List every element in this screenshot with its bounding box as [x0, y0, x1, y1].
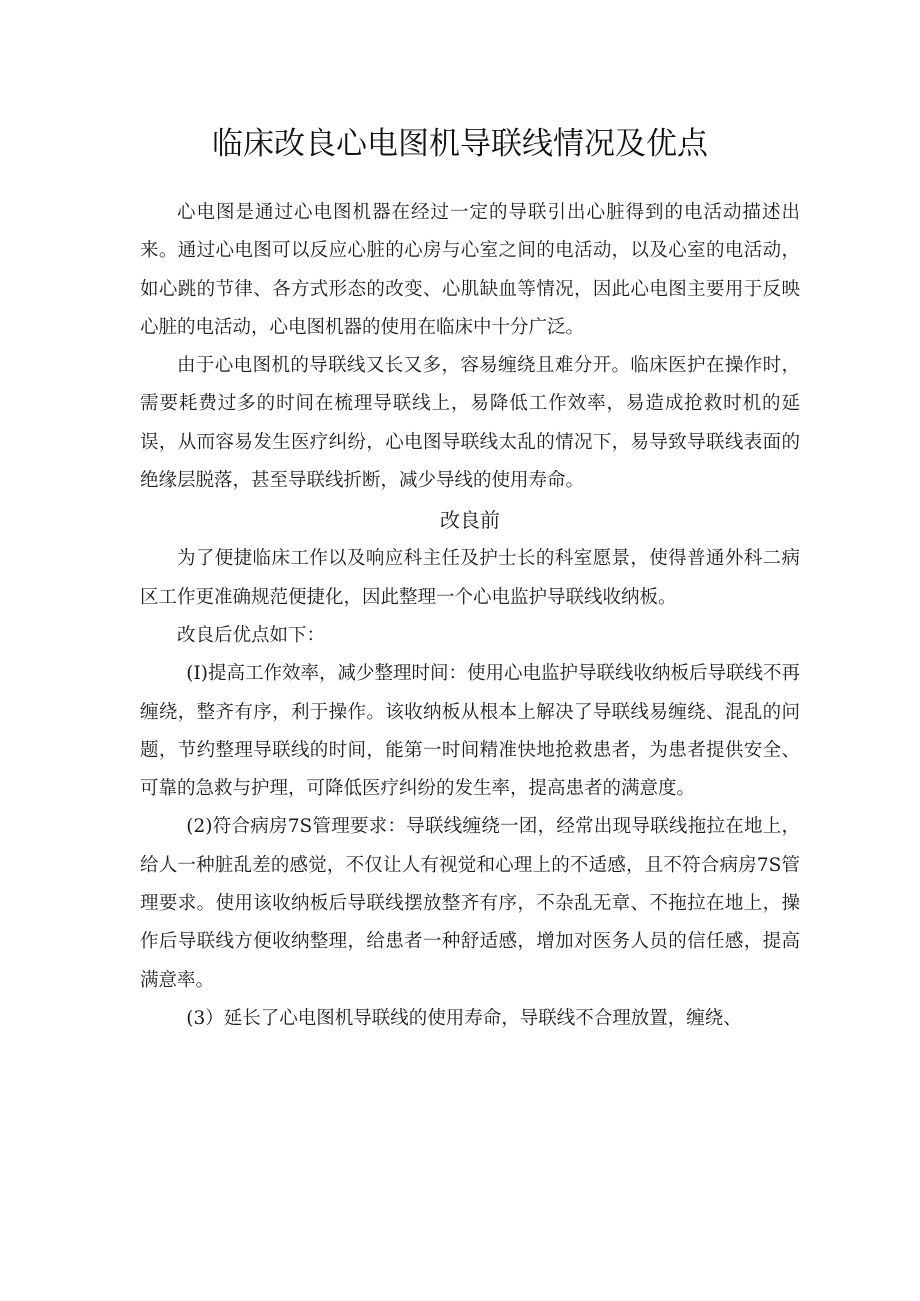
motivation-paragraph: 为了便捷临床工作以及响应科主任及护士长的科室愿景，使得普通外科二病区工作更准确规范便捷化，因此整理一个心电监护导联线收纳板。 — [140, 548, 800, 608]
document-body — [140, 194, 800, 1038]
advantage-item-1: (I)提高工作效率，减少整理时间：使用心电监护导联线收纳板后导联线不再缠绕，整齐有序，利于操作。该收纳板从根本上解决了导联线易缠绕、混乱的问题，节约整理导联线的时间，能第一时间精准快地抢救患者，为患者提供安全、可靠的急救与护理，可降低医疗纠纷的发生率，提高患者的满意度。 — [140, 663, 800, 800]
advantage-item-3: (3）延长了心电图机导联线的使用寿命，导联线不合理放置，缠绕、 — [186, 1007, 742, 1029]
section-heading-before: 改良前 — [440, 508, 500, 533]
advantage-item-2: (2)符合病房7S管理要求：导联线缠绕一团，经常出现导联线拖拉在地上，给人一种脏乱差的感觉，不仅让人有视觉和心理上的不适感，且不符合病房7S管理要求。使用该收纳板后导联线摆放整齐有序，不杂乱无章、不拖拉在地上，操作后导联线方便收纳整理，给患者一种舒适感，增加对医务人员的信任感，提高满意率。 — [140, 816, 800, 991]
intro-paragraph: 心电图是通过心电图机器在经过一定的导联引出心脏得到的电活动描述出来。通过心电图可以反应心脏的心房与心室之间的电活动，以及心室的电活动，如心跳的节律、各方式形态的改变、心肌缺血等情况，因此心电图主要用于反映心脏的电活动，心电图机器的使用在临床中十分广泛。 — [140, 202, 800, 338]
problem-paragraph: 由于心电图机的导联线又长又多，容易缠绕且难分开。临床医护在操作时，需要耗费过多的时间在梳理导联线上，易降低工作效率，易造成抢救时机的延误，从而容易发生医疗纠纷，心电图导联线太乱的情况下，易导致导联线表面的绝缘层脱落，甚至导联线折断，减少导线的使用寿命。 — [140, 355, 800, 492]
advantages-intro: 改良后优点如下： — [177, 624, 326, 646]
document-title: 临床改良心电图机导联线情况及优点 — [212, 126, 708, 162]
